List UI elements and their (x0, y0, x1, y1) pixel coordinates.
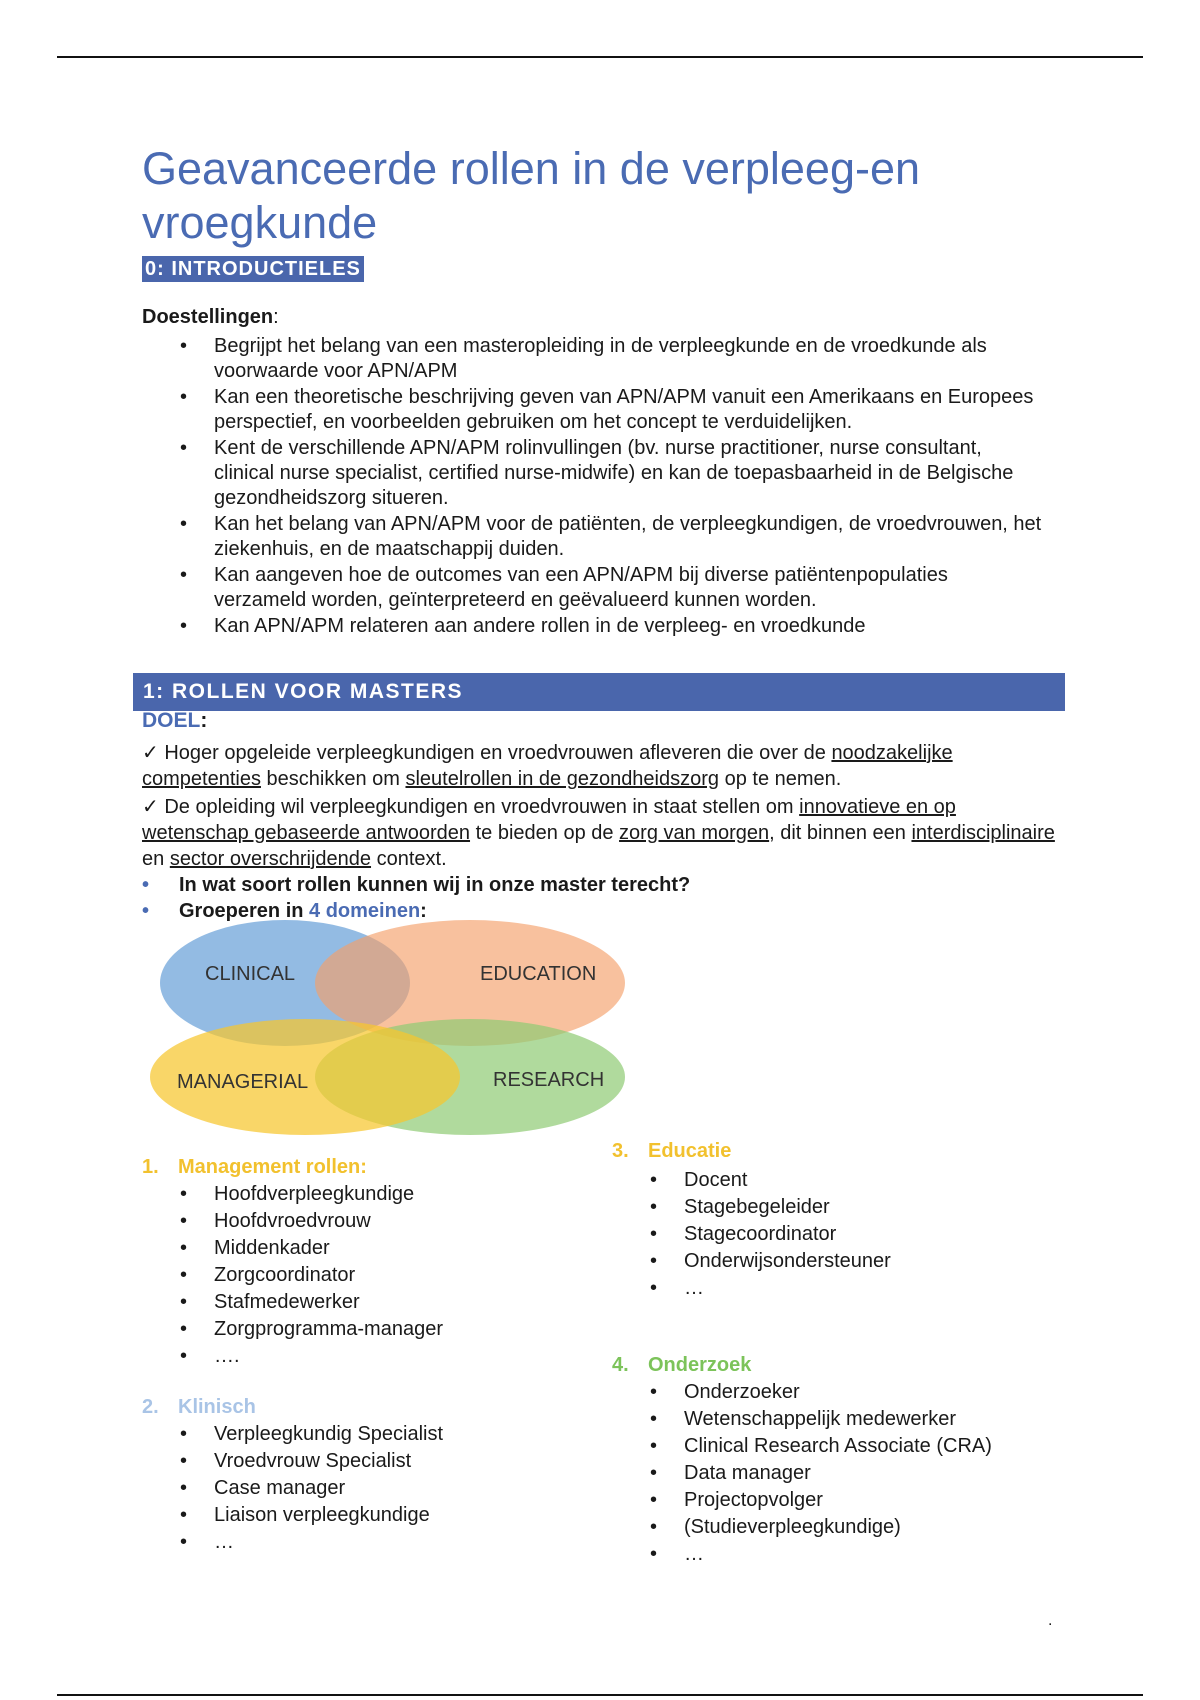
research-roles-list (612, 1379, 992, 1568)
page-mark: . (1048, 1612, 1053, 1629)
para1-underline-1: noodzakelijke competenties (142, 742, 953, 790)
role-text: Stagebegeleider (684, 1196, 830, 1218)
doel-heading-colon: : (200, 709, 208, 732)
venn-label-clinical: CLINICAL (205, 963, 296, 985)
list-item (142, 1448, 443, 1475)
list-item (612, 1433, 992, 1460)
group-pre: Groeperen in (179, 900, 310, 922)
role-text: Clinical Research Associate (CRA) (684, 1435, 992, 1457)
list-item (142, 1475, 443, 1502)
heading-research-roles (612, 1354, 751, 1377)
goals-heading (142, 306, 279, 329)
bullet-icon: • (650, 1381, 658, 1403)
bullet-icon: • (180, 564, 188, 586)
list-item (612, 1167, 891, 1194)
bullet-icon: • (142, 900, 150, 922)
heading-text: Klinisch (178, 1396, 256, 1418)
clinical-roles-list (142, 1421, 443, 1556)
heading-education-roles (612, 1140, 731, 1163)
list-item (142, 1181, 443, 1208)
role-text: Stafmedewerker (214, 1291, 360, 1313)
role-text: Verpleegkundig Specialist (214, 1423, 444, 1445)
bullet-icon: • (180, 437, 188, 459)
goals-list (142, 334, 1042, 640)
list-item (612, 1221, 891, 1248)
bullet-icon: • (180, 1264, 188, 1286)
list-item (612, 1541, 992, 1568)
heading-number: 1. (142, 1156, 159, 1178)
bullet-icon: • (180, 1531, 188, 1553)
goal-text: Kan APN/APM relateren aan andere rollen in de verpleeg- en vroedkunde (214, 615, 866, 637)
bullet-icon: • (650, 1516, 658, 1538)
role-text: … (684, 1543, 704, 1565)
para2-underline-3: interdisciplinaire (911, 822, 1055, 844)
list-item (612, 1487, 992, 1514)
bullet-icon: • (180, 1210, 188, 1232)
bullet-icon: • (180, 335, 188, 357)
goal-paragraph-2 (142, 794, 1062, 872)
bullet-icon: • (650, 1196, 658, 1218)
list-item (612, 1460, 992, 1487)
list-item (142, 1289, 443, 1316)
bullet-icon: • (650, 1435, 658, 1457)
role-text: … (684, 1277, 704, 1299)
question-text: In wat soort rollen kunnen wij in onze master terecht? (179, 874, 691, 896)
goal-text: Kan een theoretische beschrijving geven van APN/APM vanuit een Amerikaans en Europees perspectief, en voorbeelden gebruiken om het concept te verduidelijken. (214, 386, 1034, 433)
role-text: Liaison verpleegkundige (214, 1504, 430, 1526)
list-item (142, 1421, 443, 1448)
group-post: : (420, 900, 427, 922)
bullet-icon: • (180, 386, 188, 408)
goal-paragraph-1 (142, 740, 1062, 792)
role-text: Docent (684, 1169, 748, 1191)
bullet-icon: • (650, 1223, 658, 1245)
top-rule (57, 56, 1143, 58)
list-item (142, 1343, 443, 1370)
para2-underline-1: innovatieve en op wetenschap gebaseerde antwoorden (142, 796, 956, 844)
para2-underline-4: sector overschrijdende (169, 848, 372, 870)
goal-text: Kan aangeven hoe de outcomes van een APN/APM bij diverse patiëntenpopulaties verzameld worden, geïnterpreteerd en geëvalueerd kunnen worden. (214, 564, 948, 611)
role-text: (Studieverpleegkundige) (684, 1516, 901, 1538)
role-text: Wetenschappelijk medewerker (684, 1408, 956, 1430)
bullet-icon: • (180, 1450, 188, 1472)
bullet-icon: • (180, 1345, 188, 1367)
heading-clinical-roles (142, 1396, 256, 1419)
para2-mid-2: , dit binnen een (769, 822, 912, 844)
list-item (142, 512, 1042, 562)
domains-venn-diagram (150, 920, 640, 1135)
heading-text: Management rollen: (178, 1156, 367, 1178)
goal-text: Kan het belang van APN/APM voor de patiënten, de verpleegkundigen, de vroedvrouwen, het ziekenhuis, en de maatschappij duiden. (214, 513, 1042, 560)
bottom-rule (57, 1694, 1143, 1696)
role-text: Data manager (684, 1462, 811, 1484)
heading-number: 3. (612, 1140, 629, 1162)
role-text: Hoofdvroedvrouw (214, 1210, 371, 1232)
bullet-icon: • (650, 1489, 658, 1511)
education-roles-list (612, 1167, 891, 1302)
role-text: Projectopvolger (684, 1489, 823, 1511)
para1-underline-2: sleutelrollen in de gezondheidszorg (405, 768, 720, 790)
heading-number: 2. (142, 1396, 159, 1418)
goal-text: Kent de verschillende APN/APM rolinvullingen (bv. nurse practitioner, nurse consultant, clinical nurse specialist, certified nurse-midwife) en kan de toepasbaarheid in de Belgische gezondheidszorg situeren. (214, 437, 1014, 509)
list-item (142, 334, 1042, 384)
bullet-icon: • (650, 1169, 658, 1191)
list-item (142, 1262, 443, 1289)
role-text: Middenkader (214, 1237, 330, 1259)
para2-mid-1: te bieden op de (470, 822, 620, 844)
bullet-icon: • (650, 1250, 658, 1272)
list-item (142, 1316, 443, 1343)
intro-section-label: 0: INTRODUCTIELES (142, 256, 364, 282)
bullet-icon: • (142, 874, 150, 896)
bullet-icon: • (650, 1277, 658, 1299)
role-text: Zorgcoordinator (214, 1264, 356, 1286)
list-item (142, 1502, 443, 1529)
group-highlight: 4 domeinen (309, 900, 421, 922)
list-item (612, 1194, 891, 1221)
role-text: …. (214, 1345, 240, 1367)
bullet-icon: • (180, 1423, 188, 1445)
role-text: Case manager (214, 1477, 346, 1499)
bullet-icon: • (180, 1237, 188, 1259)
goals-heading-colon: : (273, 306, 279, 328)
bullet-icon: • (180, 1318, 188, 1340)
bullet-icon: • (650, 1462, 658, 1484)
para2-underline-2: zorg van morgen (619, 822, 770, 844)
goals-heading-text: Doestellingen (142, 306, 274, 328)
list-item (612, 1406, 992, 1433)
bullet-icon: • (650, 1408, 658, 1430)
role-text: Vroedvrouw Specialist (214, 1450, 412, 1472)
role-text: Onderzoeker (684, 1381, 800, 1403)
bullet-icon: • (180, 1183, 188, 1205)
para2-post: context. (371, 848, 447, 870)
bullet-icon: • (180, 1477, 188, 1499)
bullet-icon: • (180, 615, 188, 637)
role-text: Stagecoordinator (684, 1223, 837, 1245)
role-text: Hoofdverpleegkundige (214, 1183, 415, 1205)
heading-management-roles (142, 1156, 367, 1179)
venn-label-research: RESEARCH (493, 1069, 605, 1091)
role-text: Onderwijsondersteuner (684, 1250, 891, 1272)
list-item (612, 1514, 992, 1541)
list-item (142, 614, 1042, 639)
para2-pre: ✓ De opleiding wil verpleegkundigen en vroedvrouwen in staat stellen om (142, 796, 800, 818)
heading-text: Onderzoek (648, 1354, 752, 1376)
heading-number: 4. (612, 1354, 629, 1376)
list-item (142, 1235, 443, 1262)
list-item (142, 436, 1042, 511)
list-item (612, 1248, 891, 1275)
bullet-icon: • (180, 1504, 188, 1526)
section-heading-rollen: 1: ROLLEN VOOR MASTERS (133, 673, 1065, 711)
para1-post: op te nemen. (719, 768, 842, 790)
list-item (142, 385, 1042, 435)
list-item (142, 1529, 443, 1556)
list-item (612, 1275, 891, 1302)
venn-label-managerial: MANAGERIAL (177, 1071, 309, 1093)
bullet-icon: • (180, 1291, 188, 1313)
list-item (142, 1208, 443, 1235)
list-item (142, 563, 1042, 613)
goal-text: Begrijpt het belang van een masteropleiding in de verpleegkunde en de vroedkunde als voorwaarde voor APN/APM (214, 335, 987, 382)
list-item (612, 1379, 992, 1406)
role-text: … (214, 1531, 234, 1553)
para2-mid-3: en (142, 848, 170, 870)
heading-text: Educatie (648, 1140, 732, 1162)
doel-heading-text: DOEL (142, 709, 201, 732)
bullet-icon: • (650, 1543, 658, 1565)
venn-label-education: EDUCATION (480, 963, 597, 985)
bullet-icon: • (180, 513, 188, 535)
doel-heading (142, 709, 207, 733)
page-title: Geavanceerde rollen in de verpleeg-en vroegkunde (142, 143, 921, 248)
role-text: Zorgprogramma-manager (214, 1318, 443, 1340)
para1-mid: beschikken om (260, 768, 406, 790)
para1-pre: ✓ Hoger opgeleide verpleegkundigen en vroedvrouwen afleveren die over de (142, 742, 832, 764)
management-roles-list (142, 1181, 443, 1370)
